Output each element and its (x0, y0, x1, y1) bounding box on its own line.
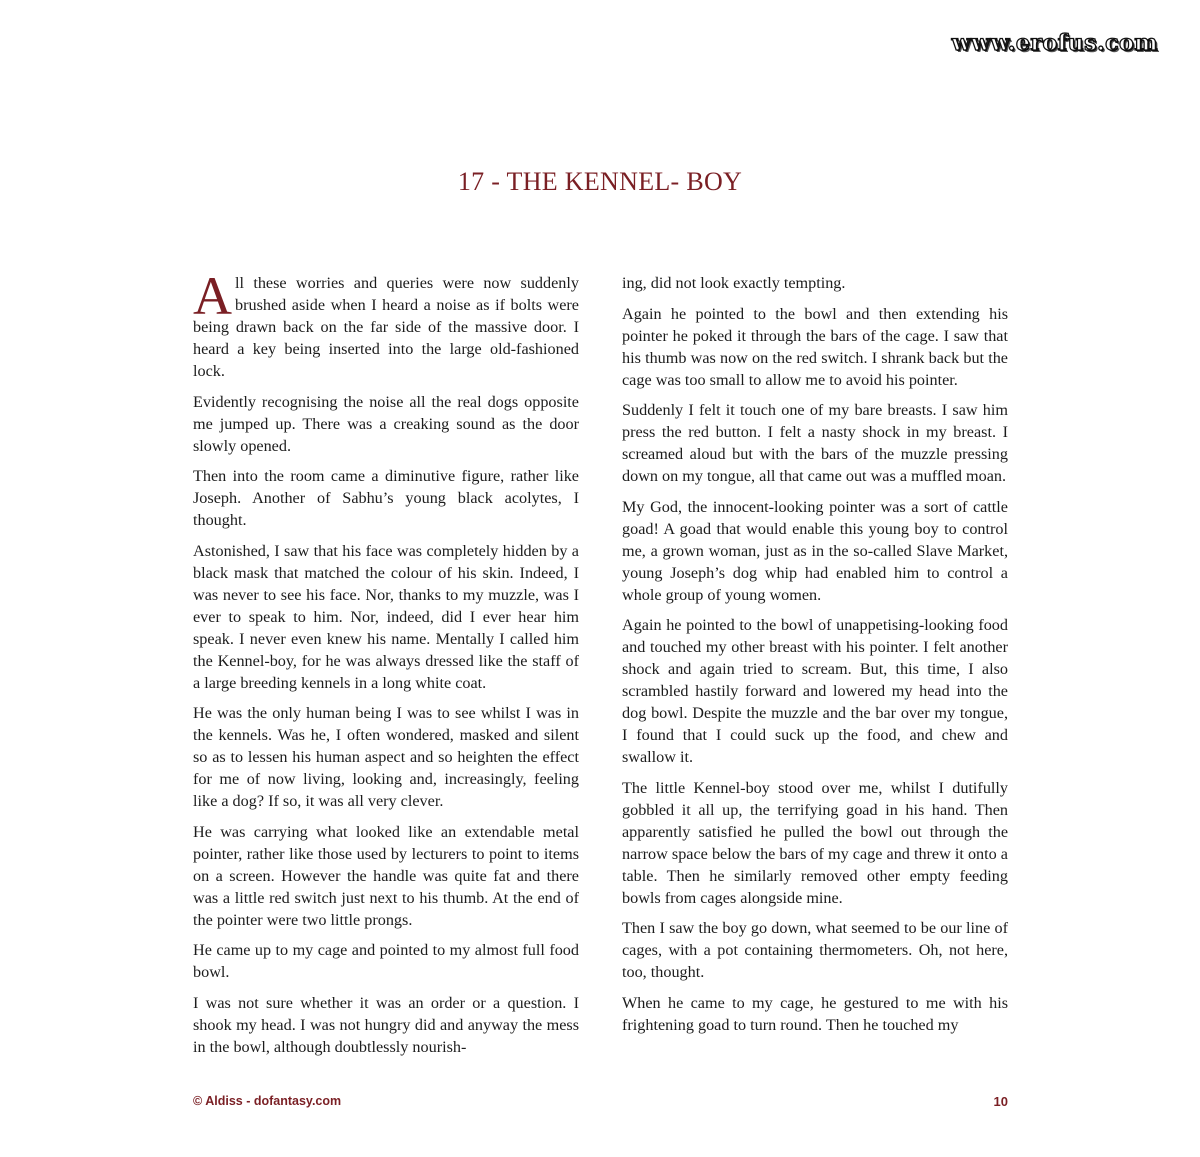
footer-copyright: © Aldiss - dofantasy.com (193, 1094, 342, 1108)
paragraph: My God, the innocent-looking pointer was a sort of cattle goad! A goad that would enable this young boy to control me, a grown woman, just as in the so-called Slave Market, young Joseph’s dog whip had enabled him to control a whole group of young women. (622, 497, 1008, 604)
opening-paragraph (193, 266, 579, 382)
paragraph: Astonished, I saw that his face was completely hidden by a black mask that matched the colour of his skin. Indeed, I was never to see his face. Nor, thanks to my muzzle, was I ever to speak to him. Nor, indeed, did I ever hear him speak. I never even knew his name. Mentally I called him the Kennel-boy, for he was always dressed like the staff of a large breeding kennels in a long white coat. (193, 541, 579, 692)
paragraph: Then into the room came a diminutive figure, rather like Joseph. Another of Sabhu’s young black acolytes, I thought. (193, 467, 579, 529)
paragraph: Again he pointed to the bowl and then extending his pointer he poked it through the bars of the cage. I saw that his thumb was now on the red switch. I shrank back but the cage was too small to allow me to avoid his pointer. (622, 304, 1008, 389)
left-column (193, 266, 579, 1066)
paragraph: I was not sure whether it was an order or a question. I shook my head. I was not hungry did and anyway the mess in the bowl, although doubtlessly nourish- (193, 993, 579, 1056)
opening-paragraph-text: ll these worries and queries were now suddenly brushed aside when I heard a noise as if bolts were being drawn back on the far side of the massive door. I heard a key being inserted into the large old-fashioned lock. (193, 274, 579, 380)
paragraph: Evidently recognising the noise all the real dogs opposite me jumped up. There was a creaking sound as the door slowly opened. (193, 392, 579, 455)
paragraph: ing, did not look exactly tempting. (622, 274, 846, 292)
paragraph: When he came to my cage, he gestured to me with his frightening goad to turn round. Then he touched my (622, 993, 1008, 1034)
page-number: 10 (993, 1094, 1008, 1109)
paragraph: Then I saw the boy go down, what seemed to be our line of cages, with a pot containing thermometers. Oh, not here, too, thought. (622, 919, 1008, 981)
paragraph: Again he pointed to the bowl of unappetising-looking food and touched my other breast with his pointer. I felt another shock and again tried to scream. But, this time, I also scrambled hastily forward and lowered my head into the dog bowl. Despite the muzzle and the bar over my tongue, I found that I could suck up the food, and chew and swallow it. (622, 616, 1008, 766)
paragraph: Suddenly I felt it touch one of my bare breasts. I saw him press the red button. I felt a nasty shock in my breast. I screamed aloud but with the bars of the muzzle pressing down on my tongue, all that came out was a muffled moan. (622, 401, 1008, 485)
paragraph: The little Kennel-boy stood over me, whilst I dutifully gobbled it all up, the terrifying goad in his hand. Then apparently satisfied he pulled the bowl out through the narrow space below the bars of my cage and threw it onto a table. Then he similarly removed other empty feeding bowls from cages alongside mine. (622, 778, 1008, 907)
paragraph: He was the only human being I was to see whilst I was in the kennels. Was he, I often wondered, masked and silent so as to lessen his human aspect and so heighten the effect for me of now living, looking and, increasingly, feeling like a dog? If so, it was all very clever. (193, 704, 579, 810)
paragraph: He was carrying what looked like an extendable metal pointer, rather like those used by lecturers to point to items on a screen. However the handle was quite fat and there was a little red switch just next to his thumb. At the end of the pointer were two little prongs. (193, 822, 579, 929)
drop-cap: A (193, 266, 232, 326)
watermark-logo: www.erofus.com (951, 30, 1158, 56)
right-column (622, 272, 1008, 1044)
chapter-title: 17 - THE KENNEL- BOY (457, 167, 743, 196)
paragraph: He came up to my cage and pointed to my almost full food bowl. (193, 941, 579, 981)
